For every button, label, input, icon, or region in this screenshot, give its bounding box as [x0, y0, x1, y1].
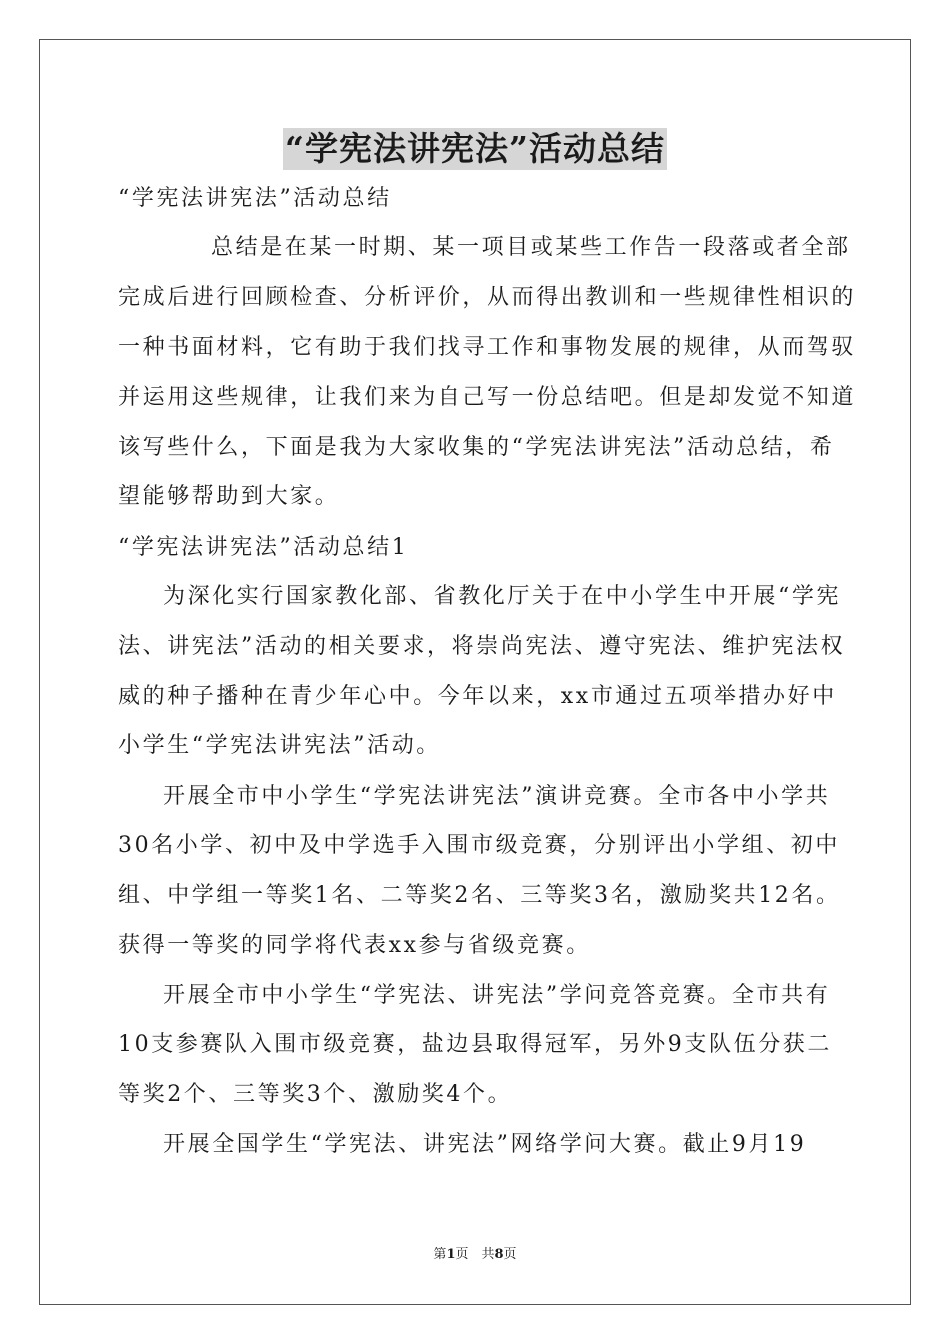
subtitle-line: “学宪法讲宪法”活动总结: [118, 186, 392, 211]
footer-current-page: 1: [446, 1247, 456, 1262]
paragraph-line: 组、中学组一等奖1名、二等奖2名、三等奖3名，激励奖共12名。: [118, 883, 841, 908]
paragraph-line: 30名小学、初中及中学选手入围市级竞赛，分别评出小学组、初中: [118, 833, 840, 858]
footer-total-pages: 8: [494, 1247, 504, 1262]
paragraph-line: 开展全国学生“学宪法、讲宪法”网络学问大赛。截止9月19: [163, 1132, 807, 1157]
page-border: [39, 39, 911, 1305]
paragraph-line: 获得一等奖的同学将代表xx参与省级竞赛。: [118, 933, 591, 958]
paragraph-line: 一种书面材料，它有助于我们找寻工作和事物发展的规律，从而驾驭: [118, 335, 857, 360]
footer-suffix: 页: [503, 1247, 517, 1262]
section-heading: “学宪法讲宪法”活动总结1: [118, 535, 409, 560]
footer-mid: 页 共: [455, 1247, 495, 1262]
paragraph-line: 并运用这些规律，让我们来为自己写一份总结吧。但是却发觉不知道: [118, 385, 857, 410]
paragraph-line: 威的种子播种在青少年心中。今年以来，xx市通过五项举措办好中: [118, 684, 837, 709]
paragraph-line: 法、讲宪法”活动的相关要求，将崇尚宪法、遵守宪法、维护宪法权: [118, 634, 846, 659]
paragraph-line: 为深化实行国家教化部、省教化厅关于在中小学生中开展“学宪: [163, 584, 842, 609]
paragraph-line: 等奖2个、三等奖3个、激励奖4个。: [118, 1082, 513, 1107]
paragraph-line: 10支参赛队入围市级竞赛，盐边县取得冠军，另外9支队伍分获二: [118, 1032, 832, 1057]
document-title: “学宪法讲宪法”活动总结: [285, 129, 665, 168]
paragraph-line: 完成后进行回顾检查、分析评价，从而得出教训和一些规律性相识的: [118, 285, 857, 310]
paragraph-line: 该写些什么，下面是我为大家收集的“学宪法讲宪法”活动总结，希: [118, 435, 835, 460]
footer-prefix: 第: [433, 1247, 447, 1262]
title-wrapper: [0, 128, 950, 170]
paragraph-line: 总结是在某一时期、某一项目或某些工作告一段落或者全部: [211, 235, 851, 260]
page-footer: [0, 1246, 950, 1264]
paragraph-line: 开展全市中小学生“学宪法讲宪法”演讲竞赛。全市各中小学共: [163, 784, 831, 809]
paragraph-line: 小学生“学宪法讲宪法”活动。: [118, 733, 441, 758]
paragraph-line: 望能够帮助到大家。: [118, 484, 340, 509]
paragraph-line: 开展全市中小学生“学宪法、讲宪法”学问竞答竞赛。全市共有: [163, 983, 831, 1008]
